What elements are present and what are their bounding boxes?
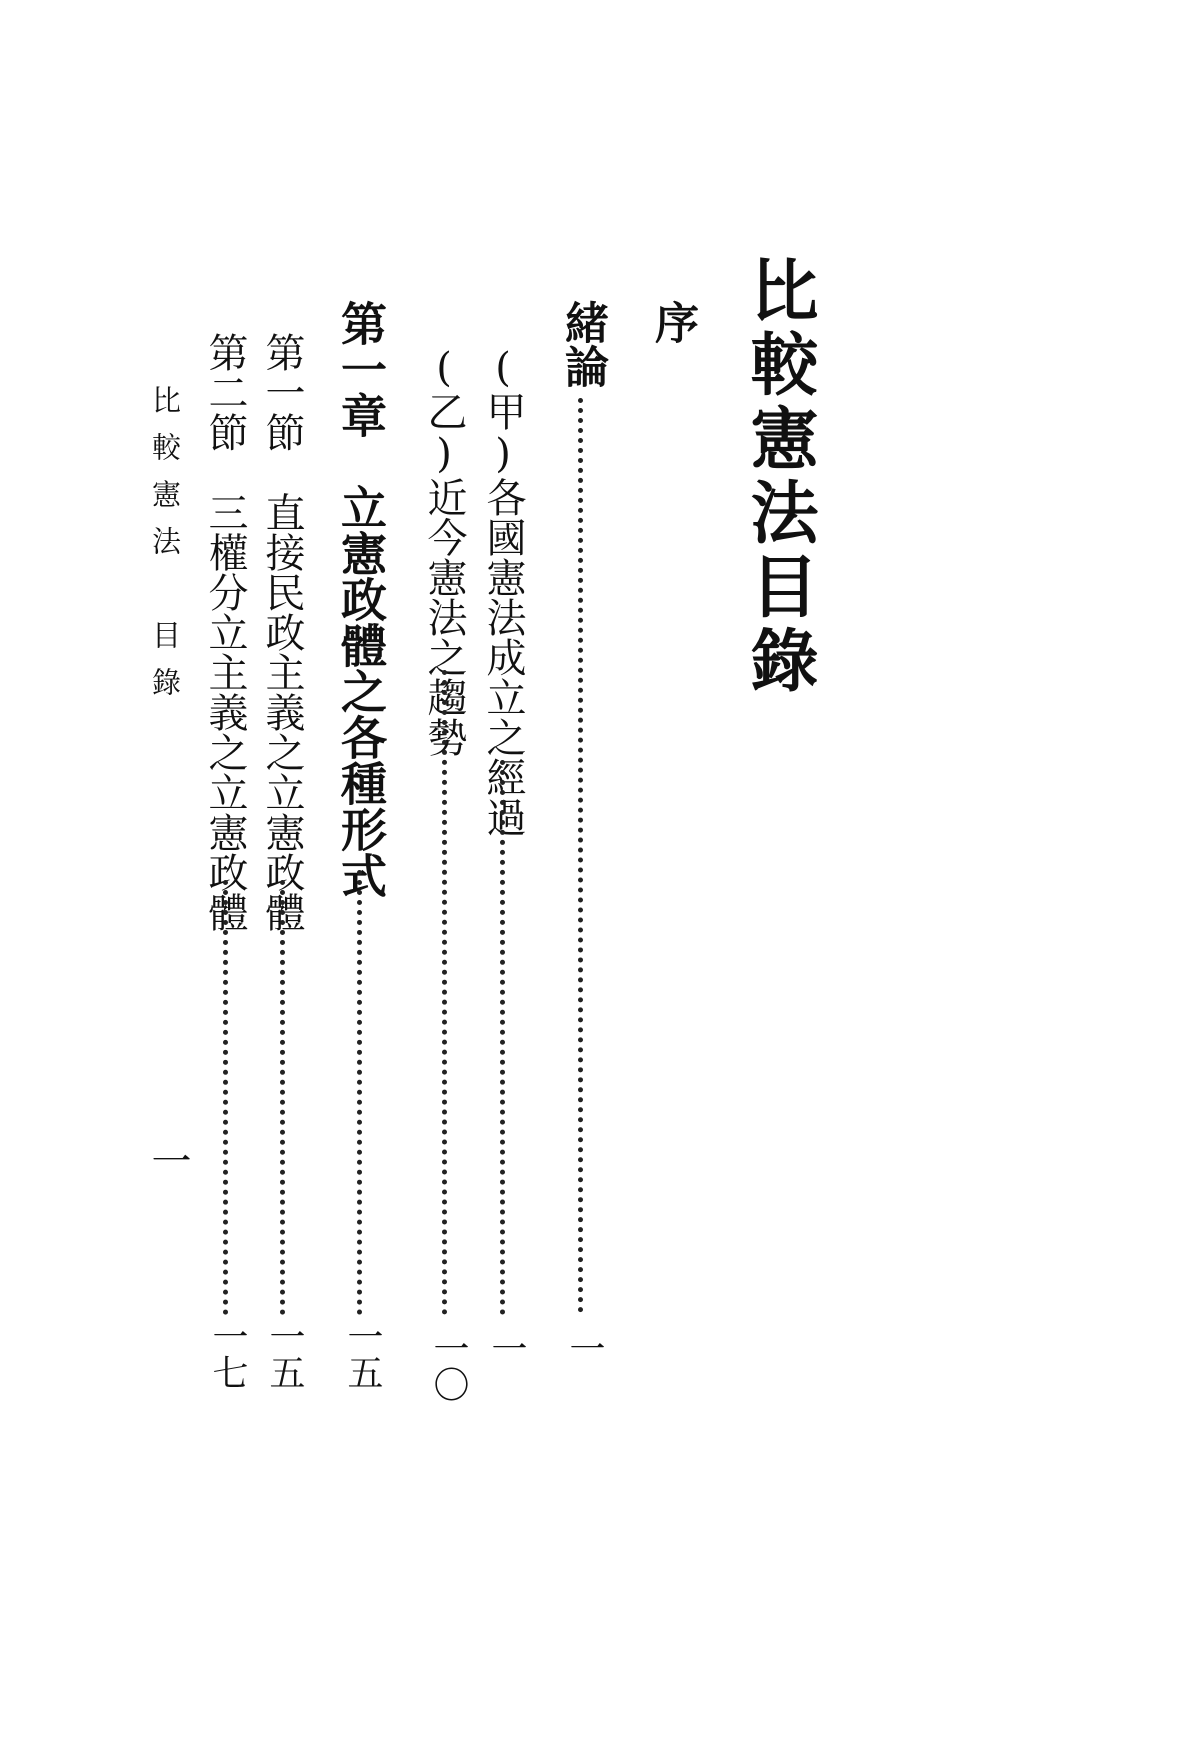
page-number: 一	[486, 1330, 527, 1366]
page-number: 一五	[264, 1318, 305, 1390]
page-number: 一七	[207, 1318, 248, 1390]
page-number: 一五	[342, 1318, 383, 1390]
toc-entry-section-2: 第二節 三權分立主義之立憲政體	[202, 332, 248, 932]
page-number: 一	[564, 1330, 605, 1366]
toc-entry-section-b: (乙)近今憲法之趨勢	[421, 345, 467, 757]
running-head: 比較憲法 目錄	[148, 385, 182, 714]
toc-entry-section-a: (甲)各國憲法成立之經過	[480, 345, 526, 837]
dot-leader	[223, 880, 228, 1315]
toc-entry-preface: 序	[647, 300, 698, 344]
dot-leader	[442, 670, 447, 1315]
page-number: 一〇	[428, 1330, 469, 1402]
dot-leader	[500, 760, 505, 1315]
toc-entry-chapter-1: 第一章 立憲政體之各種形式	[334, 300, 388, 898]
dot-leader	[578, 398, 583, 1313]
dot-leader	[280, 880, 285, 1315]
toc-title: 比較憲法目錄	[739, 255, 819, 699]
toc-entry-introduction: 緒論	[557, 300, 608, 388]
toc-entry-section-1: 第一節 直接民政主義之立憲政體	[259, 332, 305, 932]
dot-leader	[357, 870, 362, 1315]
folio-page-number: 一	[145, 1140, 191, 1180]
